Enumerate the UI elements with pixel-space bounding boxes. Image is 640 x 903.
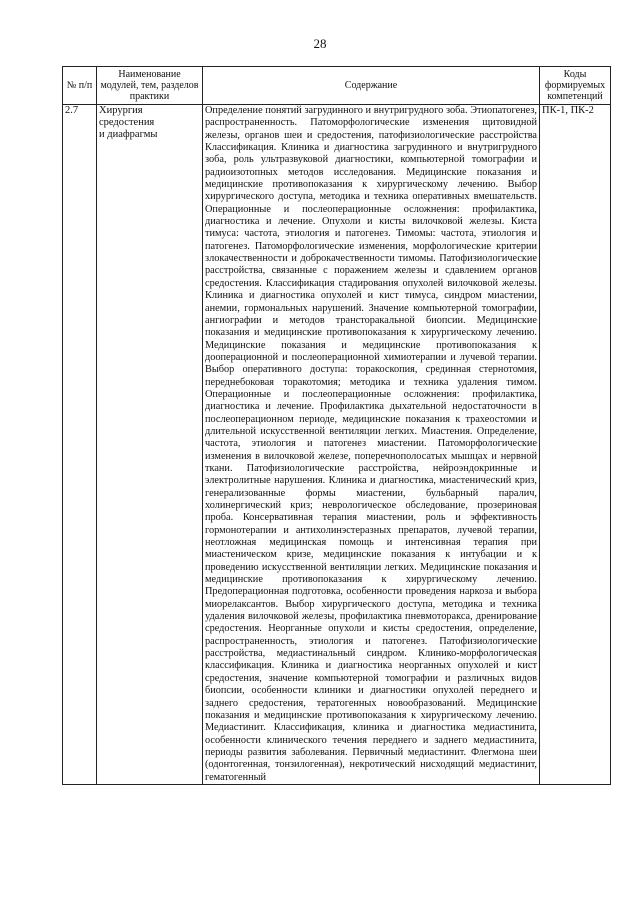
row-number: 2.7 <box>63 105 97 785</box>
table-header-row <box>63 67 611 105</box>
page-number: 28 <box>313 36 327 51</box>
header-num: № п/п <box>63 67 97 105</box>
topic-name-line: и диафрагмы <box>99 129 158 140</box>
header-content: Содержание <box>203 67 540 105</box>
curriculum-table <box>62 66 611 785</box>
header-codes: Коды формируемых компетенций <box>540 67 611 105</box>
topic-name-line: средостения <box>99 117 155 128</box>
header-name: Наименование модулей, тем, разделов практики <box>97 67 203 105</box>
table-row <box>63 105 611 785</box>
topic-name-line: Хирургия <box>99 105 143 116</box>
row-topic-name <box>97 105 203 785</box>
row-competency-codes: ПК-1, ПК-2 <box>540 105 611 785</box>
row-content: Определение понятий загрудинного и внутригрудного зоба. Этиопатогенез, распространенность. Патоморфологические изменения щитовидной железы, органов шеи и средостения, патофизиологические расстройства Классификация. Клиника и диагностика загрудинного и внутригрудного зоба, роль ультразвуковой диагностики, компьютерной томографии и радиоизотопных методов исследования. Медицинские показания и медицинские противопоказания к хирургическому лечению. Выбор хирургического доступа, методика и техника оперативных вмешательств. Операционные и послеоперационные осложнения: профилактика, диагностика и лечение. Опухоли и кисты вилочковой железы. Киста тимуса: частота, этиология и патогенез. Тимомы: частота, этиология и патогенез. Патоморфологические изменения, морфологические критерии злокачественности и доброкачественности тимомы. Патофизиологические расстройства, связанные с поражением железы и сдавлением органов средостения. Классификация стадирования опухолей вилочковой железы. Клиника и диагностика опухолей и кист тимуса, синдром миастении, анемии, гормональных нарушений. Значение компьютерной томографии, ангиографии и методов трансторакальной биопсии. Медицинские показания и медицинские противопоказания к хирургическому лечению. Медицинские показания и медицинские противопоказания к дооперационной и послеоперационной химиотерапии и лучевой терапии. Выбор оперативного доступа: торакоскопия, срединная стернотомия, переднебоковая торакотомия; методика и техника удаления тимом. Операционные и послеоперационные осложнения: профилактика, диагностика и лечение. Профилактика дыхательной недостаточности в послеоперационном периоде, медицинские показания к трахеостомии и длительной искусственной вентиляции легких. Миастения. Определение, частота, этиология и патогенез миастении. Патоморфологические изменения в вилочковой железе, поперечнополосатых мышцах и нервной ткани. Патофизиологические расстройства, нейроэндокринные и электролитные нарушения. Клиника и диагностика, миастенический криз, генерализованные формы миастении, бульбарный паралич, холинергический криз; неврологическое обследование, прозериновая проба. Консервативная терапия миастении, роль и эффективность гормонотерапии и антихолинэстеразных препаратов, лучевой терапии, неотложная медицинская помощь и интенсивная терапия при миастеническом кризе, медицинские показания к интубации и к проведению искусственной вентиляции легких. Медицинские показания и медицинские противопоказания к хирургическому лечению. Предоперационная подготовка, особенности проведения наркоза и выбора миорелаксантов. Выбор хирургического доступа, методика и техника удаления вилочковой железы, профилактика пневмоторакса, дренирование средостения. Неорганные опухоли и кисты средостения, определение, распространенность, этиология и патогенез. Патофизиологические расстройства, медиастинальный синдром. Клинико-морфологическая классификация. Клиника и диагностика неорганных опухолей и кист средостения, значение компьютерной томографии и различных видов биопсии, особенности клиники и диагностики опухолей переднего и заднего средостения, тератогенных новообразований. Медицинские показания и медицинские противопоказания к хирургическому лечению. Медиастинит. Классификация, клиника и диагностика медиастинита, особенности клинического течения переднего и заднего медиастинита, периоды развития заболевания. Первичный медиастинит. Флегмона шеи (одонтогенная, тонзилогенная), некротический нисходящий медиастинит, гематогенный <box>203 105 540 785</box>
